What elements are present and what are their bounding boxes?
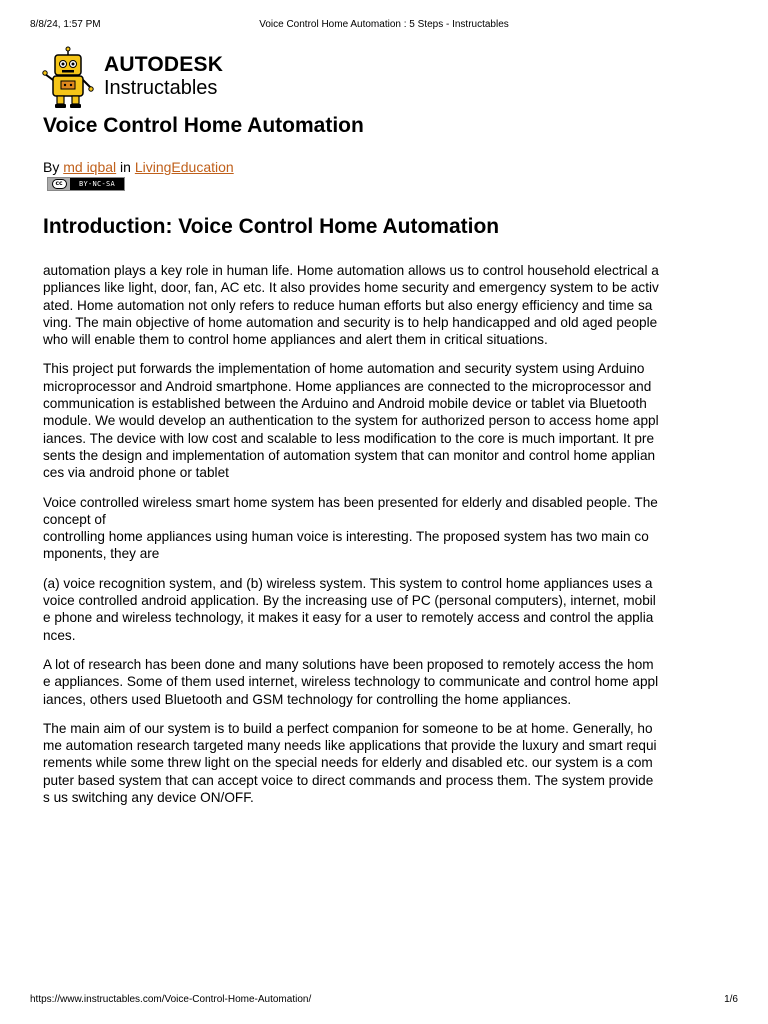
print-document-title: Voice Control Home Automation : 5 Steps - Instructables [259, 19, 509, 30]
intro-body [43, 262, 733, 806]
page-number: 1/6 [724, 994, 738, 1005]
license-text: BY-NC-SA [78, 180, 116, 188]
intro-paragraph-3: Voice controlled wireless smart home system has been presented for elderly and disabled people. The concept of controlling home appliances using human voice is interesting. The proposed system has two main co mponents, they are [43, 494, 658, 562]
category-link[interactable]: LivingEducation [134, 159, 234, 175]
intro-paragraph-6: The main aim of our system is to build a perfect companion for someone to be at home. Generally, ho me automation research targeted many needs like applications that provide the luxury and smart requi rements while some threw light on the special needs for elderly and disabled etc. our system is a com puter based system that can accept voice to direct commands and process them. The system provide s us switching any device ON/OFF. [43, 720, 657, 806]
author-link[interactable]: md iqbal [63, 159, 117, 175]
brand-autodesk: AUTODESK [104, 53, 224, 76]
print-datetime: 8/8/24, 1:57 PM [30, 19, 101, 30]
byline-in: in [120, 159, 131, 175]
byline [43, 157, 234, 177]
byline-prefix: By [43, 159, 60, 175]
print-url: https://www.instructables.com/Voice-Control-Home-Automation/ [30, 994, 312, 1005]
print-footer [0, 993, 768, 1007]
intro-paragraph-4: (a) voice recognition system, and (b) wireless system. This system to control home appliances uses a voice controlled android application. By the increasing use of PC (personal computers), internet, mobil e phone and wireless technology, it makes it easy for a user to remotely access and control the applia nces. [43, 575, 656, 643]
intro-heading: Introduction: Voice Control Home Automation [43, 215, 500, 238]
brand-instructables: Instructables [104, 77, 218, 99]
license-badge[interactable] [47, 177, 125, 191]
print-header [0, 18, 768, 32]
page-title: Voice Control Home Automation [43, 114, 364, 137]
intro-paragraph-2: This project put forwards the implementation of home automation and security system using Arduino microprocessor and Android smartphone. Home appliances are connected to the microprocessor and communication is established between the Arduino and Android mobile device or tablet via Bluetooth module. We would develop an authentication to the system for authorized person to access home appl iances. The device with low cost and scalable to less modification to the core is much important. It pre sents the design and implementation of automation system that can monitor and control home applian ces via android phone or tablet [43, 361, 659, 481]
instructables-logo[interactable] [42, 46, 242, 110]
intro-paragraph-1: automation plays a key role in human life. Home automation allows us to control household electrical a ppliances like light, door, fan, AC etc. It also provides home security and emergency system to be activ ated. Home automation not only refers to reduce human efforts but also energy efficiency and time sa ving. The main objective of home automation and security is to help handicapped and old aged people who will enable them to control home appliances and alert them in critical situations. [43, 263, 659, 348]
cc-glyph: cc [52, 179, 67, 189]
robot-mascot-icon [42, 46, 94, 110]
cc-icon [48, 178, 70, 190]
intro-paragraph-5: A lot of research has been done and many solutions have been proposed to remotely access the hom e appliances. Some of them used internet, wireless technology to communicate and control home appl iances, others used Bluetooth and GSM technology for controlling the home appliances. [43, 656, 659, 707]
